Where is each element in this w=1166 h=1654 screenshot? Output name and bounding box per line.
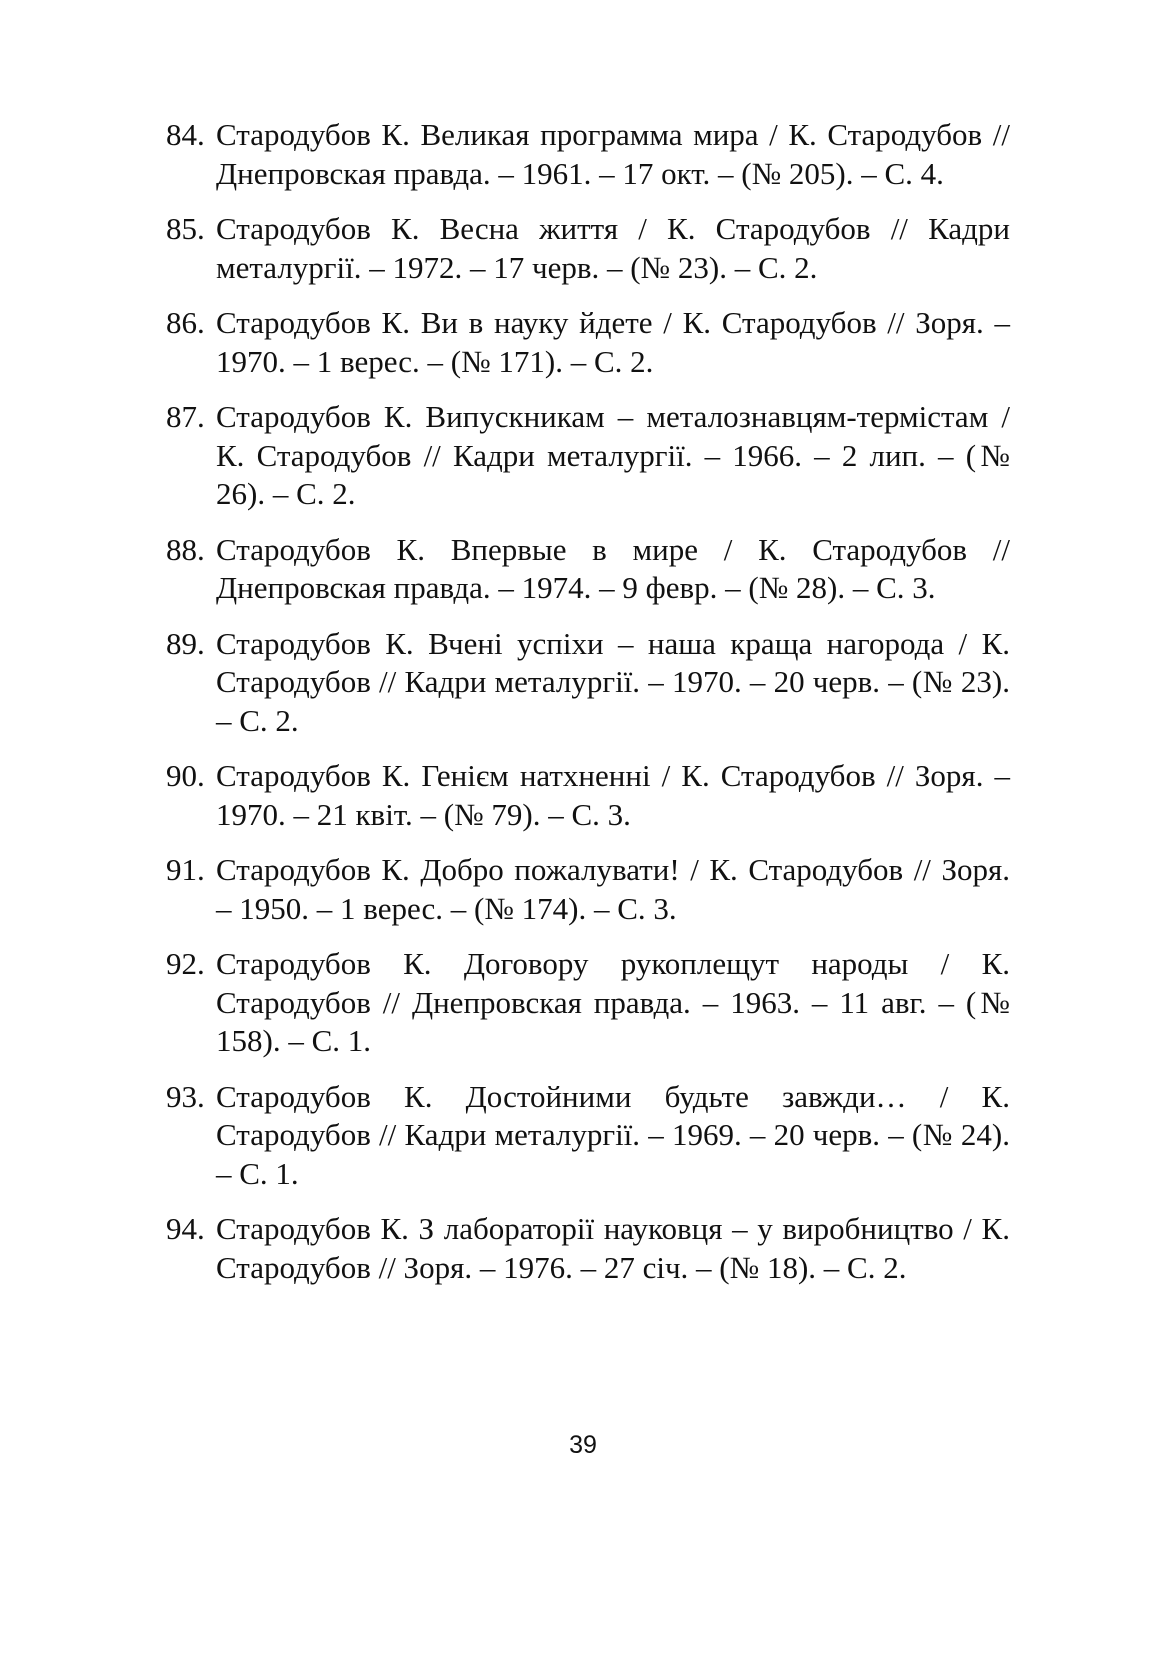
bibliography-entry <box>166 851 1010 928</box>
entry-text: Стародубов К. З лабораторії науковця – у виробництво / К. Стародубов // Зоря. – 1976. – 27 січ. – (№ 18). – С. 2. <box>216 1211 1010 1285</box>
entry-number: 84. <box>166 117 205 152</box>
entry-text: Стародубов К. Весна життя / К. Стародубов // Кадри металургії. – 1972. – 17 черв. – (№ 23). – С. 2. <box>216 211 1010 285</box>
entry-number: 87. <box>166 399 205 434</box>
entry-number: 90. <box>166 758 205 793</box>
entry-number: 85. <box>166 211 205 246</box>
entry-number: 92. <box>166 946 205 981</box>
entry-text: Стародубов К. Генієм натхненні / К. Стародубов // Зоря. – 1970. – 21 квіт. – (№ 79). – С. 3. <box>216 758 1010 832</box>
entry-number: 89. <box>166 625 205 661</box>
bibliography-entry <box>166 304 1010 381</box>
bibliography-entry <box>166 1210 1010 1287</box>
bibliography-entry <box>166 116 1010 193</box>
entry-text: Стародубов К. Добро пожалувати! / К. Стародубов // Зоря. – 1950. – 1 верес. – (№ 174). – С. 3. <box>216 852 1010 926</box>
bibliography-entry <box>166 625 1010 741</box>
entry-text: Стародубов К. Ви в науку йдете / К. Стародубов // Зоря. – 1970. – 1 верес. – (№ 171). – С. 2. <box>216 305 1010 379</box>
bibliography-entry <box>166 398 1010 514</box>
bibliography-entry <box>166 757 1010 834</box>
entry-number: 91. <box>166 852 205 887</box>
entry-text: Стародубов К. Договору рукоплещут народы / К. Стародубов // Днепровская правда. – 1963. – 11 авг. – (№ 158). – С. 1. <box>216 946 1010 1058</box>
entry-text: Стародубов К. Випускникам – металознавцям-термістам / К. Стародубов // Кадри металургії. – 1966. – 2 лип. – (№ 26). – С. 2. <box>216 399 1010 511</box>
bibliography-entry <box>166 1078 1010 1194</box>
entry-number: 94. <box>166 1211 205 1246</box>
entry-text: Стародубов К. Впервые в мире / К. Стародубов // Днепровская правда. – 1974. – 9 февр. – (№ 28). – С. 3. <box>216 531 1010 605</box>
entry-text: Стародубов К. Великая программа мира / К. Стародубов // Днепровская правда. – 1961. – 17 окт. – (№ 205). – С. 4. <box>216 117 1010 191</box>
entry-text: Стародубов К. Вчені успіхи – наша краща нагорода / К. Стародубов // Кадри металургії. – 1970. – 20 черв. – (№ 23). – С. 2. <box>216 625 1010 738</box>
bibliography-entry <box>166 945 1010 1061</box>
bibliography-entry <box>166 210 1010 287</box>
entry-number: 93. <box>166 1078 205 1114</box>
entry-text: Стародубов К. Достойними будьте завжди… / К. Стародубов // Кадри металургії. – 1969. – 20 черв. – (№ 24). – С. 1. <box>216 1078 1010 1191</box>
entry-number: 88. <box>166 531 205 567</box>
bibliography-entry <box>166 531 1010 608</box>
bibliography-list <box>166 116 1010 1304</box>
page-number: 39 <box>569 1431 597 1459</box>
entry-number: 86. <box>166 305 205 340</box>
